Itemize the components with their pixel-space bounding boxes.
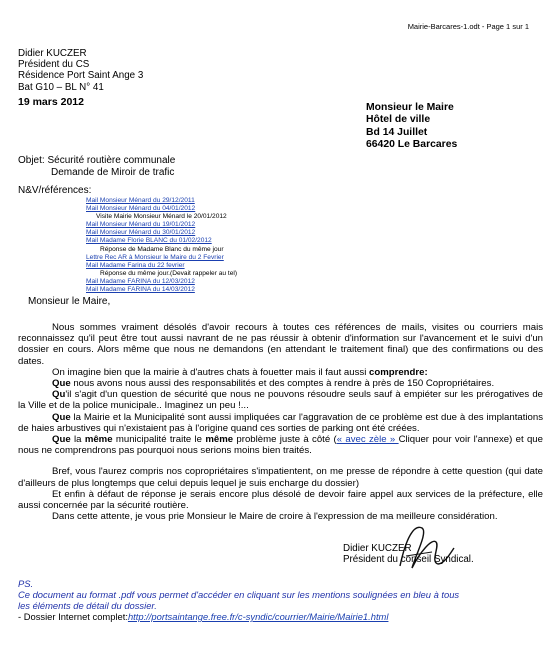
ref-visite-mairie: Visite Mairie Monsieur Ménard le 20/01/2012: [96, 213, 227, 221]
signature-block: [343, 543, 474, 565]
paragraph-5: Que la Mairie et la Municipalité sont aussi impliquées car l'aggravation de ce problème est due à des implantations de haies arbustives qui n'existaient pas à l'origine quand ces sorties de parking ont été créées.: [18, 411, 543, 434]
ref-link-mail-farina-12-03[interactable]: Mail Madame FARINA du 12/03/2012: [86, 277, 195, 285]
sender-building: Bat G10 – BL N° 41: [18, 81, 104, 93]
refs-title: N&V/références:: [18, 185, 92, 196]
ref-link-mail-menard-29-12[interactable]: Mail Monsieur Ménard du 29/12/2011: [86, 197, 195, 204]
dossier-line: [18, 611, 388, 622]
ref-link-lettre-rec-ar[interactable]: Lettre Rec AR à Monsieur le Maire du 2 Fevrier: [86, 253, 224, 261]
signature-name: Didier KUCZER: [343, 543, 412, 554]
letter-date: 19 mars 2012: [18, 96, 84, 108]
salutation: Monsieur le Maire,: [28, 296, 111, 307]
sender-title: Président du CS: [18, 59, 90, 71]
ref-link-mail-menard-04-01[interactable]: Mail Monsieur Ménard du 04/01/2012: [86, 205, 196, 213]
ps-line-1: Ce document au format .pdf vous permet d'accéder en cliquant sur les mentions soulignées en bleu à tous: [18, 589, 460, 600]
paragraph-7: Bref, vous l'aurez compris nos copropriétaires s'impatientent, on me presse de répondre à cette question (qui date d'ailleurs de plus longtemps que celui depuis lequel je suis encharge du dossier): [18, 466, 543, 489]
sender-block: [18, 48, 143, 93]
ref-reponse-blanc: Réponse de Madame Blanc du même jour: [100, 245, 224, 253]
recipient-name: Monsieur le Maire: [366, 102, 454, 113]
paragraph-9: Dans cette attente, je vous prie Monsieur le Maire de croire à l'expression de ma meilleure considération.: [52, 511, 498, 523]
signature-title: Président du conseil Syndical.: [343, 554, 474, 566]
references-list: [86, 197, 237, 294]
ref-link-mail-blanc-01-02[interactable]: Mail Madame Florie BLANC du 01/02/2012: [86, 237, 212, 245]
ps-line-2: les éléments de détail du dossier.: [18, 600, 157, 611]
letter-body: [18, 322, 543, 522]
object-line1: Objet: Sécurité routière communale: [18, 155, 176, 166]
ref-link-mail-menard-30-01[interactable]: Mail Monsieur Ménard du 30/01/2012: [86, 229, 196, 237]
ref-reponse-farina: Réponse du même jour.(Devait rappeler au tel): [100, 269, 238, 277]
sender-name: Didier KUCZER: [18, 48, 87, 59]
page-info: Mairie-Barcares-1.odt - Page 1 sur 1: [407, 22, 529, 31]
paragraph-3: Que nous avons nous aussi des responsabilités et des comptes à rendre à près de 150 Copropriétaires.: [52, 378, 495, 390]
paragraph-6: Que la même municipalité traite le même problème juste à côté (« avec zèle » Cliquer pour voir l'annexe) et que nous ne comprendrons pas pourquoi nous serions moins bien traités.: [18, 434, 543, 457]
paragraph-1: Nous sommes vraiment désolés d'avoir recours à toutes ces références de mails, visites ou courriers mais reconnaissez qu'il peut être tout aussi navrant de ne pas réussir à obtenir d'information sur l'avancement et le suivi d'un dossier en cours. Alors même que nous ne demandons (en attendant le traitement final) que des confirmations ou des dates.: [18, 322, 543, 367]
paragraph-8: Et enfin à défaut de réponse je serais encore plus désolé de devoir faire appel aux services de la préfecture, elle aussi concernée par la sécurité routière.: [18, 488, 543, 512]
paragraph-4: Qu'il s'agit d'un question de sécurité que nous ne pouvons résoudre seuls sauf à empiéter sur les prérogatives de la Ville et de la police municipale.. Imaginez un peu !...: [18, 389, 543, 412]
dossier-label: - Dossier Internet complet:: [18, 611, 128, 622]
ref-link-mail-farina-14-03[interactable]: Mail Madame FARINA du 14/03/2012: [86, 286, 195, 294]
ref-link-mail-farina-22-02[interactable]: Mail Madame Farina du 22 fevrier: [86, 261, 185, 269]
ps-title: PS.: [18, 578, 34, 589]
object-line2: Demande de Miroir de trafic: [51, 167, 175, 178]
sender-residence: Résidence Port Saint Ange 3: [18, 70, 144, 82]
recipient-block: [366, 102, 457, 151]
ref-link-mail-menard-19-01[interactable]: Mail Monsieur Ménard du 19/01/2012: [86, 221, 196, 229]
recipient-street: Bd 14 Juillet: [366, 126, 428, 138]
annexe-link[interactable]: « avec zèle »: [336, 434, 399, 446]
recipient-city: 66420 Le Barcares: [366, 138, 458, 150]
dossier-link[interactable]: http://portsaintange.free.fr/c-syndic/courrier/Mairie/Mairie1.html: [127, 611, 389, 622]
paragraph-2: On imagine bien que la mairie à d'autres chats à fouetter mais il faut aussi comprendre:: [52, 366, 428, 378]
recipient-office: Hôtel de ville: [366, 114, 431, 126]
